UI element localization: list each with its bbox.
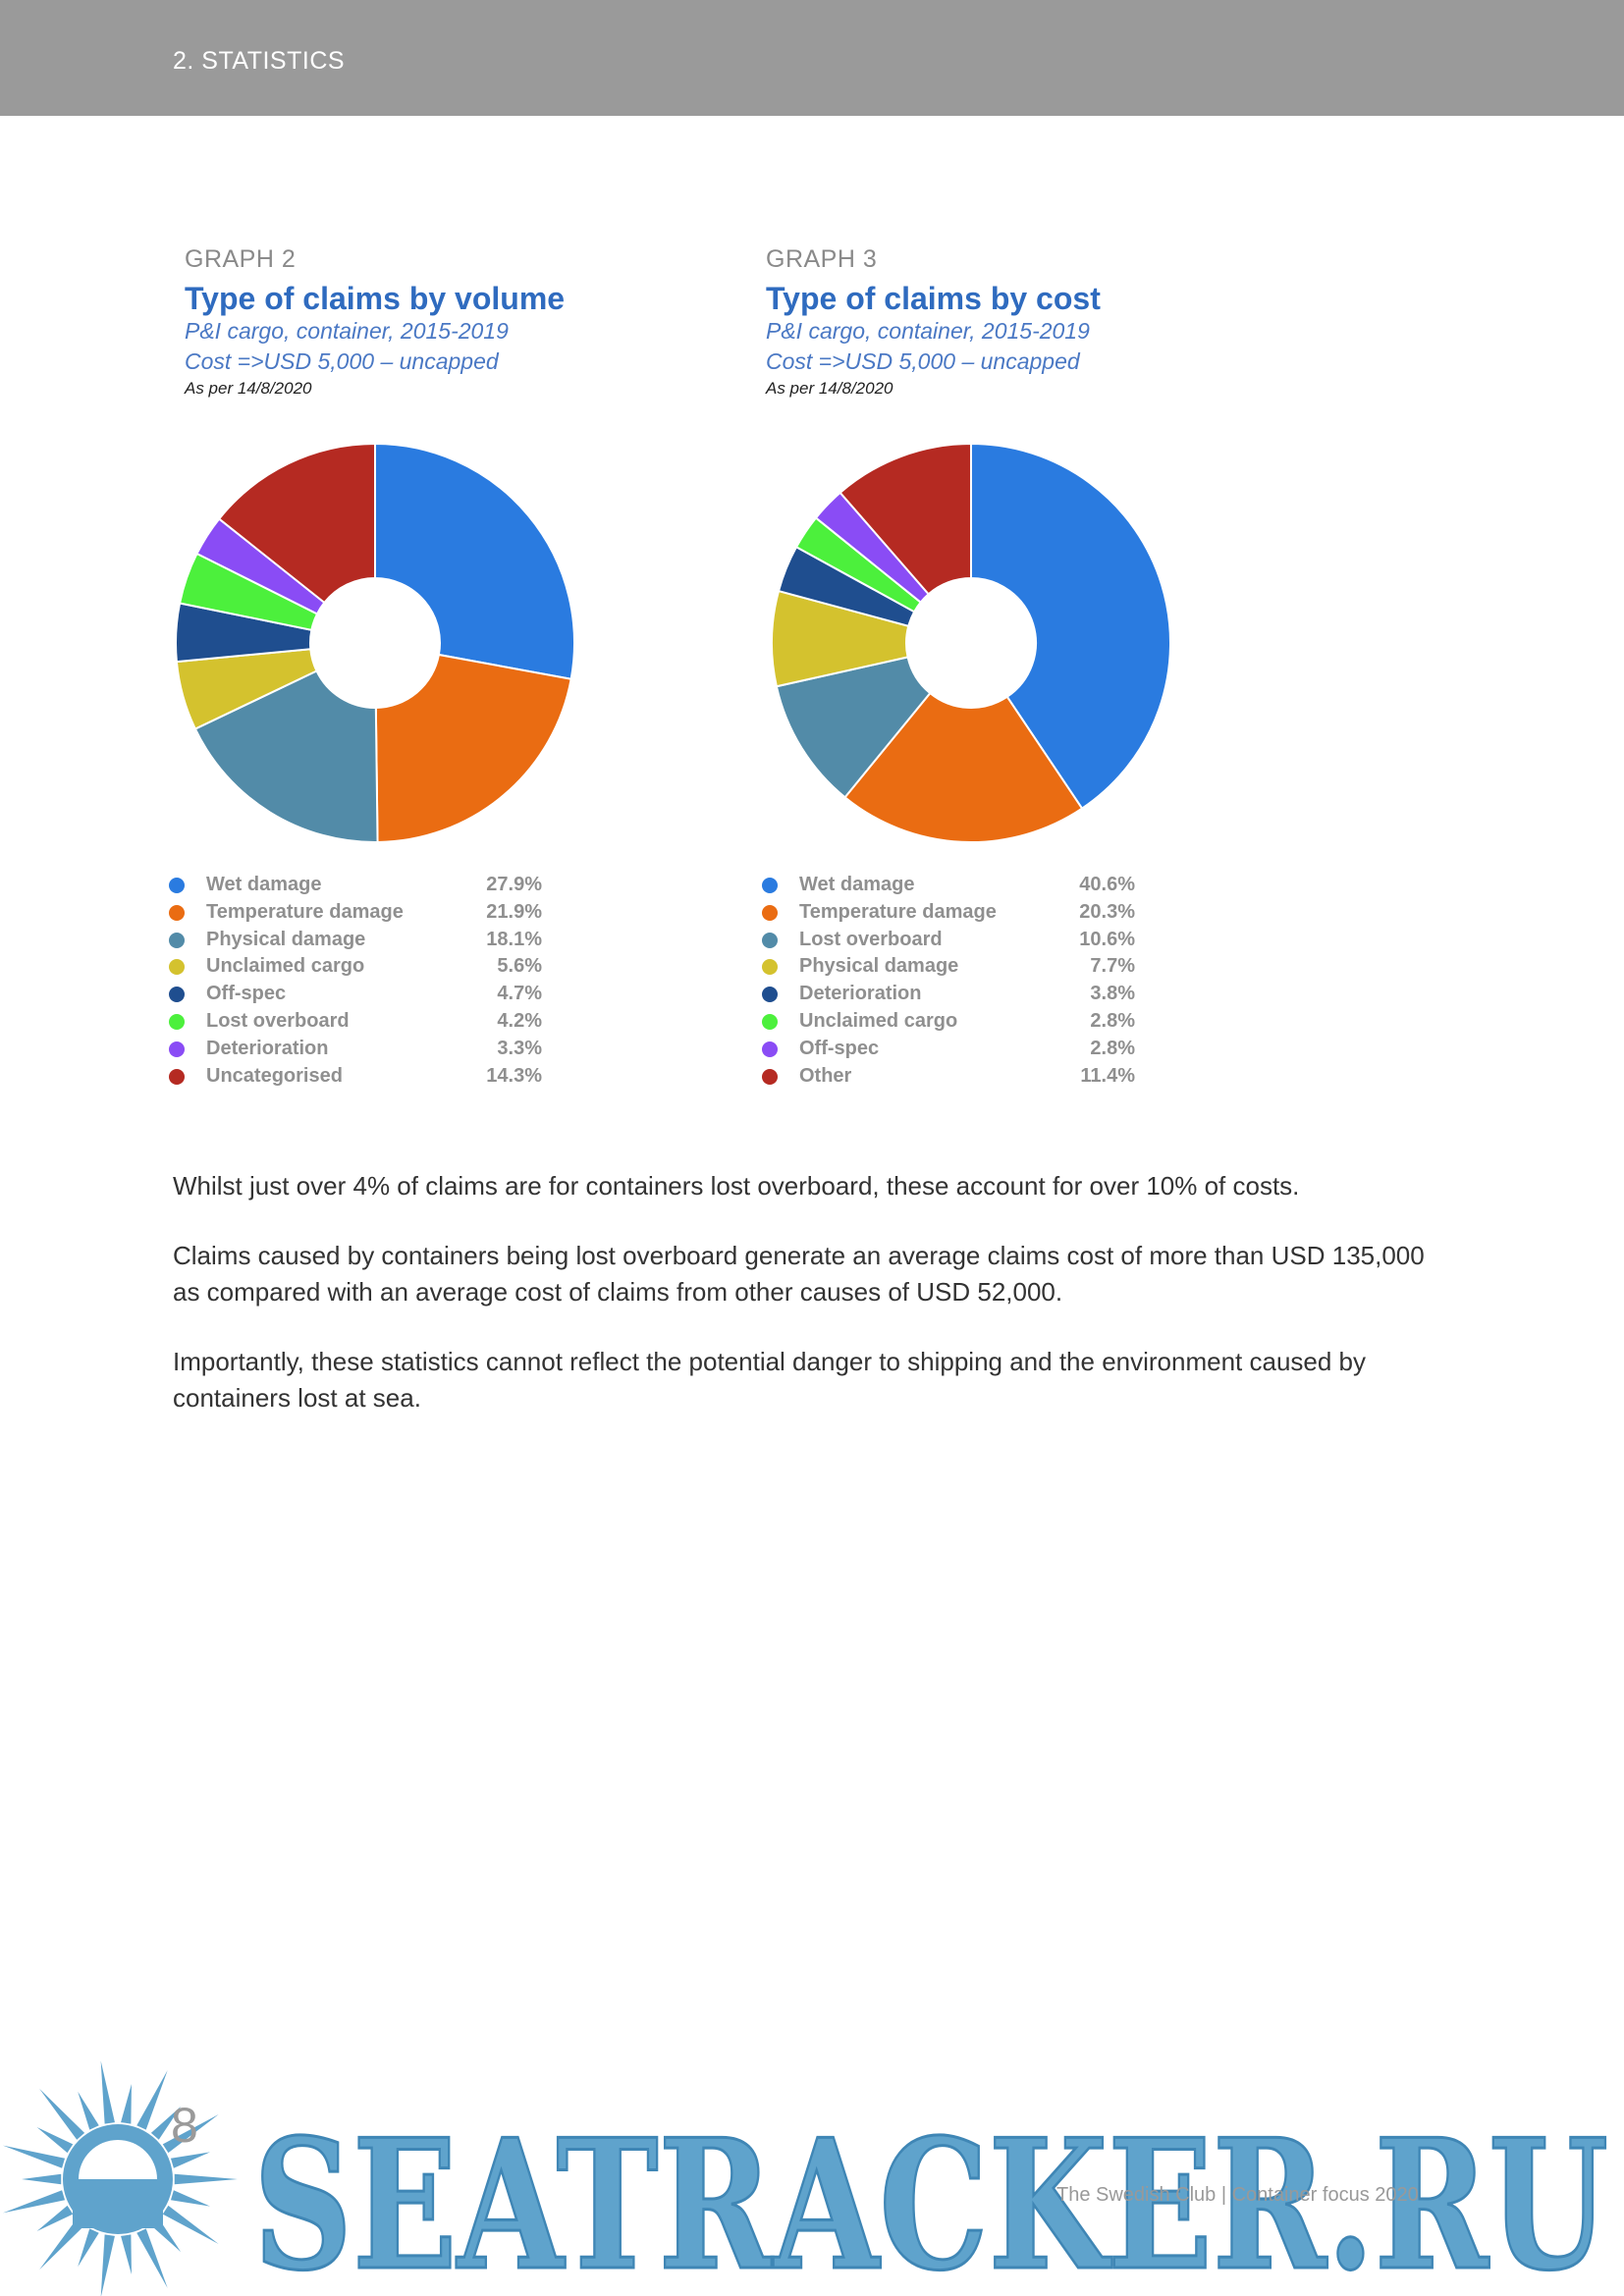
graph-title: Type of claims by cost	[766, 281, 1101, 316]
paragraph: Claims caused by containers being lost overboard generate an average claims cost of more than USD 135,000 as compared with an average cost of claims from other causes of USD 52,000.	[173, 1241, 1425, 1307]
graph-title: Type of claims by volume	[185, 281, 566, 316]
legend-row	[762, 1010, 1135, 1038]
sun-ray	[78, 2228, 98, 2267]
legend-cost	[762, 874, 1135, 1092]
sun-ray	[78, 2092, 98, 2130]
graph-cost	[750, 245, 1300, 1087]
graph-label: GRAPH 2	[185, 245, 297, 273]
legend-row	[762, 1038, 1135, 1065]
body-text	[173, 1168, 1449, 1450]
legend-dot-icon	[762, 878, 778, 893]
legend-name: Physical damage	[206, 928, 366, 950]
sun-icon	[3, 2060, 238, 2296]
pie-slice-wet-damage	[375, 444, 574, 679]
legend-row	[169, 1010, 542, 1038]
graph-label: GRAPH 3	[766, 245, 878, 273]
legend-dot-icon	[762, 1069, 778, 1085]
legend-value: 2.8%	[1090, 1037, 1135, 1059]
legend-name: Unclaimed cargo	[206, 955, 365, 978]
legend-value: 10.6%	[1079, 928, 1135, 950]
header-bar	[0, 0, 1624, 116]
sun-ray	[37, 2127, 74, 2153]
watermark-logo	[0, 2052, 1624, 2296]
sun-ray	[37, 2206, 74, 2231]
sun-ray	[101, 2060, 115, 2123]
legend-dot-icon	[169, 905, 185, 921]
legend-dot-icon	[762, 933, 778, 948]
legend-name: Wet damage	[799, 874, 915, 895]
sun-ray	[136, 2228, 167, 2288]
pie-chart-cost	[765, 437, 1177, 849]
legend-value: 5.6%	[497, 955, 542, 978]
legend-value: 18.1%	[486, 928, 542, 950]
legend-name: Temperature damage	[799, 900, 997, 923]
legend-row	[762, 955, 1135, 983]
legend-row	[169, 901, 542, 929]
sun-ray	[101, 2234, 115, 2296]
page-number: 8	[171, 2098, 198, 2153]
legend-row	[169, 874, 542, 901]
graph-date: As per 14/8/2020	[766, 379, 893, 398]
legend-name: Off-spec	[206, 983, 287, 1005]
sun-ray	[3, 2190, 65, 2213]
legend-name: Temperature damage	[206, 900, 404, 923]
paragraph: Importantly, these statistics cannot reflect the potential danger to shipping and the environment caused by containers lost at sea.	[173, 1347, 1367, 1413]
legend-dot-icon	[169, 1069, 185, 1085]
legend-name: Other	[799, 1064, 852, 1087]
legend-value: 3.8%	[1090, 983, 1135, 1005]
legend-dot-icon	[762, 987, 778, 1002]
legend-row	[169, 1038, 542, 1065]
legend-row	[762, 901, 1135, 929]
legend-name: Deterioration	[206, 1037, 329, 1059]
legend-dot-icon	[762, 905, 778, 921]
legend-row	[762, 1065, 1135, 1093]
legend-name: Off-spec	[799, 1037, 880, 1059]
legend-name: Unclaimed cargo	[799, 1009, 958, 1032]
legend-row	[169, 955, 542, 983]
legend-dot-icon	[169, 959, 185, 975]
legend-row	[762, 983, 1135, 1010]
footer-text: The Swedish Club | Container focus 2020	[1056, 2184, 1419, 2206]
legend-dot-icon	[762, 1014, 778, 1030]
legend-dot-icon	[762, 959, 778, 975]
sun-ray	[171, 2190, 210, 2206]
sun-ray	[171, 2152, 210, 2167]
legend-value: 21.9%	[486, 900, 542, 923]
legend-name: Uncategorised	[206, 1064, 343, 1087]
legend-dot-icon	[169, 1014, 185, 1030]
legend-row	[169, 983, 542, 1010]
legend-value: 27.9%	[486, 874, 542, 895]
legend-row	[169, 1065, 542, 1093]
legend-value: 4.7%	[497, 983, 542, 1005]
legend-row	[762, 929, 1135, 956]
sun-ray	[121, 2084, 132, 2124]
legend-value: 14.3%	[486, 1064, 542, 1087]
legend-dot-icon	[169, 933, 185, 948]
legend-name: Wet damage	[206, 874, 322, 895]
legend-row	[762, 874, 1135, 901]
legend-name: Lost overboard	[206, 1009, 350, 1032]
legend-value: 7.7%	[1090, 955, 1135, 978]
sun-ray	[3, 2146, 65, 2168]
legend-value: 4.2%	[497, 1009, 542, 1032]
sun-ray	[136, 2070, 167, 2130]
watermark-text: SEATRACKER.RU	[253, 2100, 1608, 2296]
graph-date: As per 14/8/2020	[185, 379, 312, 398]
legend-value: 11.4%	[1080, 1064, 1135, 1087]
sun-ray	[22, 2174, 61, 2184]
paragraph: Whilst just over 4% of claims are for containers lost overboard, these account for over 10% of costs.	[173, 1171, 1300, 1201]
legend-value: 3.3%	[497, 1037, 542, 1059]
legend-value: 40.6%	[1079, 874, 1135, 895]
graph-subtitle: P&I cargo, container, 2015-2019	[766, 318, 1090, 344]
legend-dot-icon	[169, 878, 185, 893]
sun-ray	[175, 2174, 238, 2184]
section-title: 2. STATISTICS	[173, 47, 346, 75]
legend-value: 20.3%	[1079, 900, 1135, 923]
legend-row	[169, 929, 542, 956]
pie-chart-volume	[169, 437, 581, 849]
legend-dot-icon	[169, 1041, 185, 1057]
legend-volume	[169, 874, 542, 1092]
graph-subtitle-cost: Cost =>USD 5,000 – uncapped	[766, 348, 1080, 374]
legend-dot-icon	[762, 1041, 778, 1057]
graph-subtitle: P&I cargo, container, 2015-2019	[185, 318, 509, 344]
graph-volume	[169, 245, 719, 1087]
legend-name: Deterioration	[799, 983, 922, 1005]
graph-subtitle-cost: Cost =>USD 5,000 – uncapped	[185, 348, 499, 374]
legend-name: Lost overboard	[799, 928, 943, 950]
pie-slice-temperature-damage	[376, 655, 571, 842]
legend-value: 2.8%	[1090, 1009, 1135, 1032]
legend-name: Physical damage	[799, 955, 959, 978]
legend-dot-icon	[169, 987, 185, 1002]
sun-ray	[121, 2234, 132, 2274]
